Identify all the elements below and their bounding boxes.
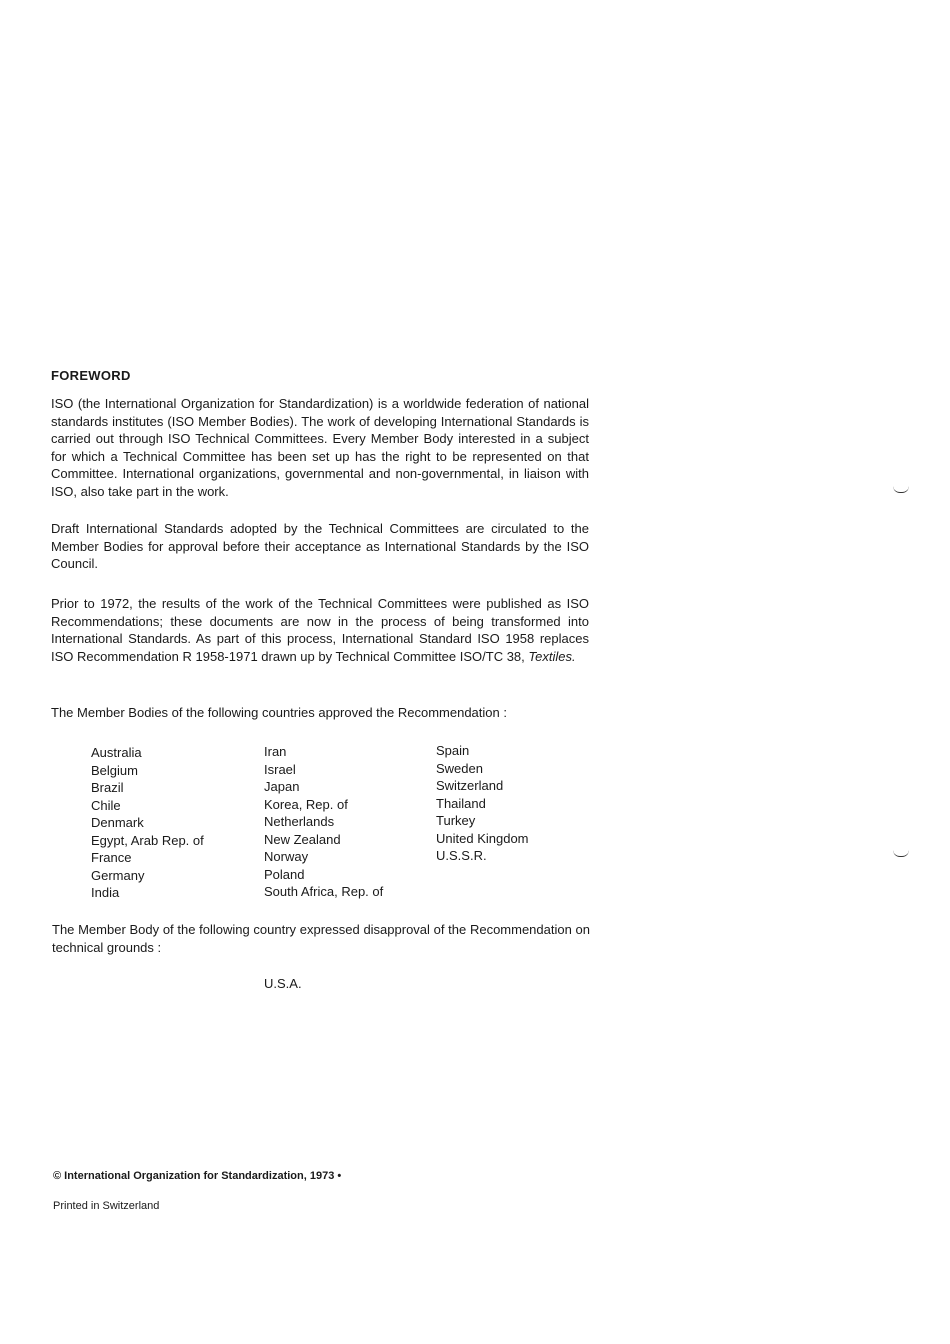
margin-mark [893,486,909,493]
country-item: South Africa, Rep. of [264,884,384,899]
country-item: Egypt, Arab Rep. of [91,832,204,848]
margin-mark [893,850,909,857]
country-item: Iran [264,744,287,759]
country-item: Poland [264,866,305,882]
disapproval-intro: The Member Body of the following country expressed disapproval of the Recommendation on technical grounds : [52,922,590,955]
disapproving-country: U.S.A. [264,976,302,991]
country-list-column-3 [436,742,529,865]
copyright-notice: © International Organization for Standardization, 1973 • [53,1170,342,1182]
country-item: Turkey [436,813,476,828]
country-item: Switzerland [436,778,504,793]
country-item: Japan [264,779,300,794]
foreword-paragraph-1: ISO (the International Organization for Standardization) is a worldwide federation of national standards institutes (ISO Member Bodies). The work of developing International Standards is carried out through ISO Technical Committees. Every Member Body interested in a subject for which a Technical Committee has been set up has the right to be represented on that Committee. International organizations, governmental and non-governmental, in liaison with ISO, also take part in the work. [51,396,589,499]
foreword-paragraph-3 [51,595,589,665]
country-item: Korea, Rep. of [264,796,348,812]
country-item: U.S.S.R. [436,848,487,863]
foreword-heading: FOREWORD [51,368,131,383]
country-item: Denmark [91,815,144,830]
approval-intro: The Member Bodies of the following countries approved the Recommendation : [51,705,507,720]
country-list-column-1 [91,744,204,902]
country-item: India [91,885,120,900]
country-item: New Zealand [264,831,341,847]
foreword-paragraph-2: Draft International Standards adopted by the Technical Committees are circulated to the Member Bodies for approval before their acceptance as International Standards by the ISO Council. [51,521,589,571]
country-item: Germany [91,867,145,883]
country-item: Thailand [436,795,486,811]
country-item: Chile [91,797,121,813]
country-item: Australia [91,745,142,760]
printed-notice: Printed in Switzerland [53,1200,160,1212]
country-item: Spain [436,743,470,758]
country-item: Israel [264,761,296,777]
country-item: Belgium [91,762,138,778]
country-item: Netherlands [264,814,335,829]
country-item: Norway [264,849,309,864]
country-item: France [91,850,132,865]
country-list-column-2 [264,743,383,901]
paragraph-3-emphasis: Textiles. [528,648,576,664]
country-item: Brazil [91,780,124,795]
country-item: Sweden [436,760,483,776]
country-item: United Kingdom [436,830,529,846]
paragraph-3-text: Prior to 1972, the results of the work of the Technical Committees were published as ISO Recommendations; these documents are now in the process of being transformed into International Standards. As part of this process, International Standard ISO 1958 replaces ISO Recommendation R 1958-1971 drawn up by Technical Committee ISO/TC 38, [51,596,589,664]
